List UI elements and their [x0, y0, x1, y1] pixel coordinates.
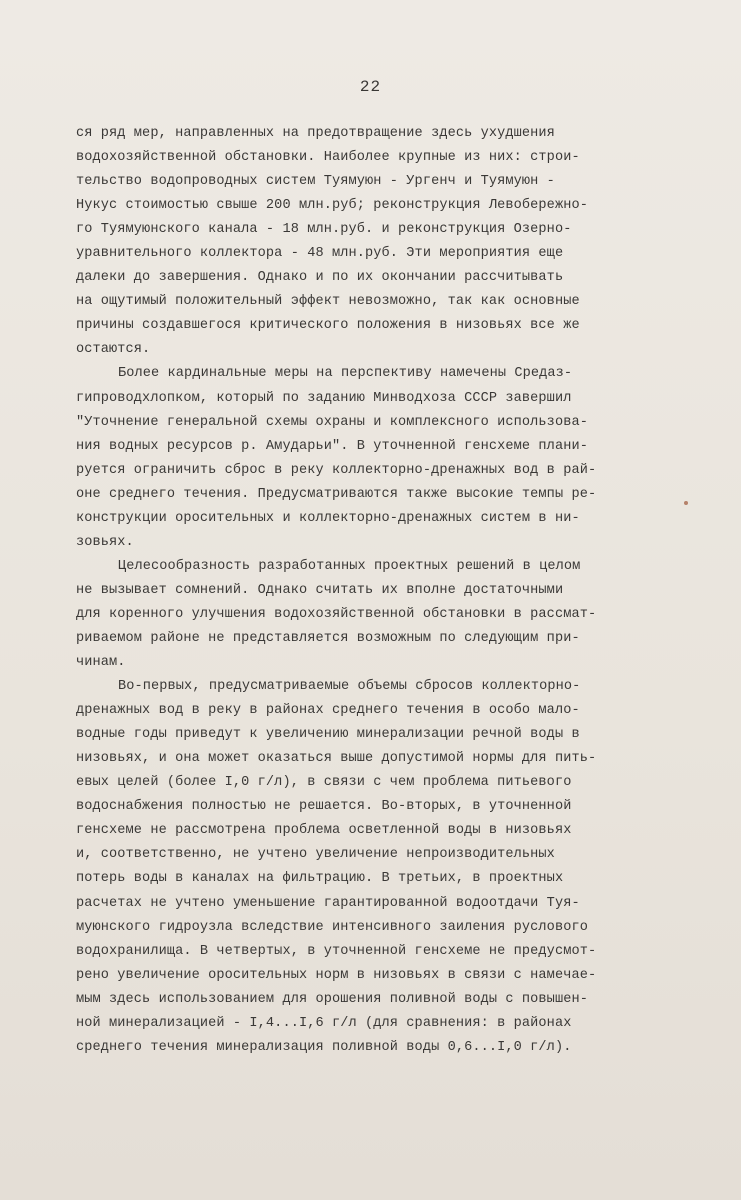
text-line: Во-первых, предусматриваемые объемы сбросов коллекторно-: [118, 679, 581, 695]
text-line: расчетах не учтено уменьшение гарантированной водоотдачи Туя-: [76, 895, 580, 911]
text-line: го Туямуюнского канала - 18 млн.руб. и реконструкция Озерно-: [76, 222, 572, 238]
text-line: на ощутимый положительный эффект невозможно, так как основные: [76, 294, 580, 310]
text-line: тельство водопроводных систем Туямуюн - Ургенч и Туямуюн -: [76, 174, 555, 190]
text-line: ной минерализацией - I,4...I,6 г/л (для сравнения: в районах: [76, 1015, 572, 1031]
text-line: далеки до завершения. Однако и по их окончании рассчитывать: [76, 270, 564, 286]
text-line: и, соответственно, не учтено увеличение непроизводительных: [76, 847, 555, 863]
text-line: среднего течения минерализация поливной воды 0,6...I,0 г/л).: [76, 1039, 572, 1055]
text-line: оне среднего течения. Предусматриваются также высокие темпы ре-: [76, 486, 597, 502]
text-line: Нукус стоимостью свыше 200 млн.руб; реконструкция Левобережно-: [76, 198, 588, 214]
text-line: рено увеличение оросительных норм в низовьях в связи с намечае-: [76, 967, 597, 983]
text-line: водоснабжения полностью не решается. Во-вторых, в уточненной: [76, 799, 572, 815]
text-line: Целесообразность разработанных проектных решений в целом: [118, 558, 581, 574]
text-line: гипроводхлопком, который по заданию Минводхоза СССР завершил: [76, 390, 572, 406]
text-line: "Уточнение генеральной схемы охраны и комплексного использова-: [76, 414, 588, 430]
text-line: евых целей (более I,0 г/л), в связи с чем проблема питьевого: [76, 775, 572, 791]
text-line: ния водных ресурсов р. Амударьи". В уточненной генсхеме плани-: [76, 438, 588, 454]
text-line: для коренного улучшения водохозяйственной обстановки в рассмат-: [76, 606, 597, 622]
text-line: низовьях, и она может оказаться выше допустимой нормы для пить-: [76, 751, 597, 767]
text-line: уравнительного коллектора - 48 млн.руб. Эти мероприятия еще: [76, 246, 564, 262]
text-line: не вызывает сомнений. Однако считать их вполне достаточными: [76, 582, 564, 598]
text-line: чинам.: [76, 655, 126, 671]
text-line: мым здесь использованием для орошения поливной воды с повышен-: [76, 991, 588, 1007]
text-line: водохозяйственной обстановки. Наиболее крупные из них: строи-: [76, 150, 580, 166]
text-line: потерь воды в каналах на фильтрацию. В третьих, в проектных: [76, 871, 564, 887]
text-line: конструкции оросительных и коллекторно-дренажных систем в ни-: [76, 510, 580, 526]
text-line: водные годы приведут к увеличению минерализации речной воды в: [76, 727, 580, 743]
ink-mark: [684, 501, 688, 505]
text-line: Более кардинальные меры на перспективу намечены Средаз-: [118, 366, 573, 382]
text-line: муюнского гидроузла вследствие интенсивного заиления руслового: [76, 919, 588, 935]
text-line: зовьях.: [76, 534, 134, 550]
text-line: дренажных вод в реку в районах среднего течения в особо мало-: [76, 703, 580, 719]
text-line: остаются.: [76, 342, 151, 358]
text-line: генсхеме не рассмотрена проблема осветленной воды в низовьях: [76, 823, 572, 839]
text-line: причины создавшегося критического положения в низовьях все же: [76, 318, 580, 334]
body-text: [76, 122, 696, 1060]
text-line: ся ряд мер, направленных на предотвращение здесь ухудшения: [76, 126, 555, 141]
text-line: руется ограничить сброс в реку коллекторно-дренажных вод в рай-: [76, 462, 597, 478]
page-number: 22: [359, 78, 382, 96]
text-line: риваемом районе не представляется возможным по следующим при-: [76, 630, 580, 646]
text-line: водохранилища. В четвертых, в уточненной генсхеме не предусмот-: [76, 943, 597, 959]
